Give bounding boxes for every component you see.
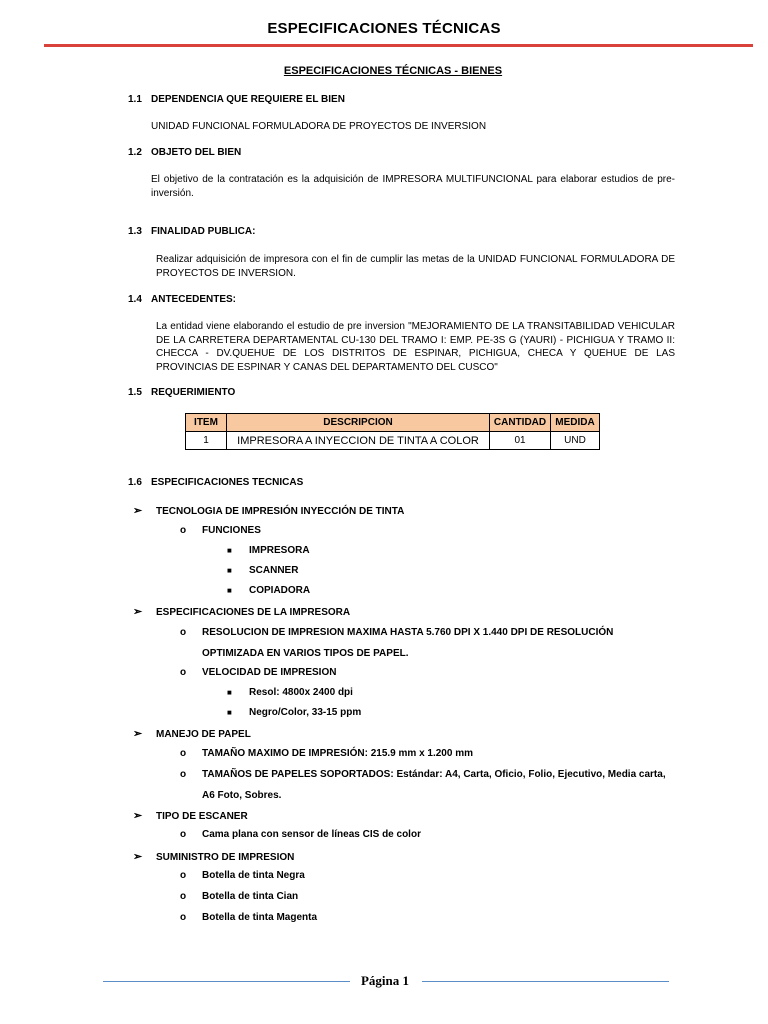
document-title: ESPECIFICACIONES TÉCNICAS - BIENES (283, 65, 503, 77)
section-number: 1.3 (128, 226, 142, 237)
arrow-bullet-icon: ➢ (133, 505, 143, 517)
section-1-1-text: UNIDAD FUNCIONAL FORMULADORA DE PROYECTOS DE INVERSION (151, 121, 487, 132)
circle-bullet-icon: o (180, 912, 187, 923)
section-number: 1.6 (128, 477, 142, 488)
circle-bullet-icon: o (180, 870, 187, 881)
spec-funciones (180, 520, 676, 541)
column-header-cantidad: CANTIDAD (490, 414, 551, 432)
arrow-bullet-icon: ➢ (133, 728, 143, 740)
requirements-table (185, 413, 600, 450)
section-1-6-heading (128, 477, 303, 488)
spec-label: Cama plana con sensor de líneas CIS de color (202, 829, 421, 840)
section-title: OBJETO DEL BIEN (151, 147, 242, 158)
arrow-bullet-icon: ➢ (133, 810, 143, 822)
spec-label: VELOCIDAD DE IMPRESION (202, 667, 337, 678)
spec-botella (180, 886, 676, 907)
table-row (186, 432, 600, 450)
column-header-item: ITEM (186, 414, 227, 432)
circle-bullet-icon: o (180, 667, 187, 678)
spec-suministro (133, 850, 294, 863)
column-header-descripcion: DESCRIPCION (227, 414, 490, 432)
cell-medida: UND (551, 432, 600, 450)
spec-label: SCANNER (249, 565, 299, 576)
section-title: FINALIDAD PUBLICA: (151, 226, 256, 237)
spec-label: Botella de tinta Negra (202, 870, 305, 881)
spec-manejo (133, 727, 251, 740)
spec-tamanos-soportados (180, 764, 676, 806)
spec-label: Botella de tinta Cian (202, 891, 299, 902)
page-number: Página 1 (360, 973, 410, 988)
spec-label: MANEJO DE PAPEL (156, 729, 251, 740)
spec-funcion-item (227, 585, 310, 596)
section-1-4-heading (128, 294, 236, 305)
circle-bullet-icon: o (180, 525, 187, 536)
section-1-4-text: La entidad viene elaborando el estudio de pre inversion "MEJORAMIENTO DE LA TRANSITABILIDAD VEHICULAR DE LA CARRETERA DEPARTAMENTAL CU-130 DEL TRAMO I: EMP. PE-3S G (YAURI) - PICHIGUA Y TRAMO II: CHECCA - DV.QUEHUE DE LOS DISTRITOS DE ESPINAR, PICHIGUA, CHECA Y QUEHUE DE LAS PROVINCIAS DE ESPINAR Y CANAS DEL DEPARTAMENTO DEL CUSCO" (156, 321, 675, 373)
spec-botella (180, 907, 676, 928)
spec-label: TAMAÑOS DE PAPELES SOPORTADOS: Estándar: A4, Carta, Oficio, Folio, Ejecutivo, Media carta, A6 Foto, Sobres. (202, 769, 666, 801)
column-header-medida: MEDIDA (551, 414, 600, 432)
circle-bullet-icon: o (180, 769, 187, 780)
spec-label: ESPECIFICACIONES DE LA IMPRESORA (156, 607, 351, 618)
spec-funcion-item (227, 545, 310, 556)
spec-especificaciones (133, 605, 350, 618)
section-1-2-text: El objetivo de la contratación es la adquisición de IMPRESORA MULTIFUNCIONAL para elaborar estudios de pre-inversión. (151, 174, 675, 199)
spec-label: TAMAÑO MAXIMO DE IMPRESIÓN: 215.9 mm x 1.200 mm (202, 748, 473, 759)
section-title: ANTECEDENTES: (151, 294, 237, 305)
section-title: DEPENDENCIA QUE REQUIERE EL BIEN (151, 94, 345, 105)
spec-velocidad-item (227, 707, 361, 718)
spec-label: FUNCIONES (202, 525, 261, 536)
arrow-bullet-icon: ➢ (133, 606, 143, 618)
spec-tecnologia (133, 504, 404, 517)
cell-descripcion: IMPRESORA A INYECCION DE TINTA A COLOR (227, 432, 490, 450)
section-title: REQUERIMIENTO (151, 387, 236, 398)
square-bullet-icon: ■ (227, 586, 232, 595)
circle-bullet-icon: o (180, 627, 187, 638)
header-divider (44, 44, 753, 47)
table-header-row (186, 414, 600, 432)
page-header-title: ESPECIFICACIONES TÉCNICAS (267, 20, 501, 37)
section-1-3-text: Realizar adquisición de impresora con el fin de cumplir las metas de la UNIDAD FUNCIONAL FORMULADORA DE PROYECTOS DE INVERSION. (156, 254, 675, 279)
section-number: 1.4 (128, 294, 142, 305)
section-1-2-heading (128, 147, 241, 158)
section-1-1-heading (128, 94, 345, 105)
circle-bullet-icon: o (180, 829, 187, 840)
spec-label: TECNOLOGIA DE IMPRESIÓN INYECCIÓN DE TINTA (156, 506, 405, 517)
spec-label: SUMINISTRO DE IMPRESION (156, 852, 295, 863)
spec-label: Negro/Color, 33-15 ppm (249, 707, 362, 718)
spec-label: TIPO DE ESCANER (156, 811, 248, 822)
cell-item: 1 (186, 432, 227, 450)
spec-funcion-item (227, 565, 298, 576)
section-title: ESPECIFICACIONES TECNICAS (151, 477, 304, 488)
square-bullet-icon: ■ (227, 546, 232, 555)
spec-velocidad (180, 662, 676, 683)
square-bullet-icon: ■ (227, 688, 232, 697)
spec-label: IMPRESORA (249, 545, 310, 556)
cell-cantidad: 01 (490, 432, 551, 450)
section-number: 1.1 (128, 94, 142, 105)
circle-bullet-icon: o (180, 891, 187, 902)
circle-bullet-icon: o (180, 748, 187, 759)
spec-label: COPIADORA (249, 585, 311, 596)
spec-cama (180, 824, 676, 845)
square-bullet-icon: ■ (227, 566, 232, 575)
square-bullet-icon: ■ (227, 708, 232, 717)
section-1-5-heading (128, 387, 235, 398)
spec-resolucion (180, 622, 676, 664)
spec-label: Resol: 4800x 2400 dpi (249, 687, 353, 698)
spec-escaner (133, 809, 248, 822)
section-number: 1.5 (128, 387, 142, 398)
spec-botella (180, 865, 676, 886)
spec-label: RESOLUCION DE IMPRESION MAXIMA HASTA 5.760 DPI X 1.440 DPI DE RESOLUCIÓN OPTIMIZADA EN VARIOS TIPOS DE PAPEL. (202, 627, 614, 659)
section-1-3-heading (128, 226, 255, 237)
spec-velocidad-item (227, 687, 353, 698)
spec-label: Botella de tinta Magenta (202, 912, 318, 923)
spec-tamano-maximo (180, 743, 676, 764)
arrow-bullet-icon: ➢ (133, 851, 143, 863)
section-number: 1.2 (128, 147, 142, 158)
